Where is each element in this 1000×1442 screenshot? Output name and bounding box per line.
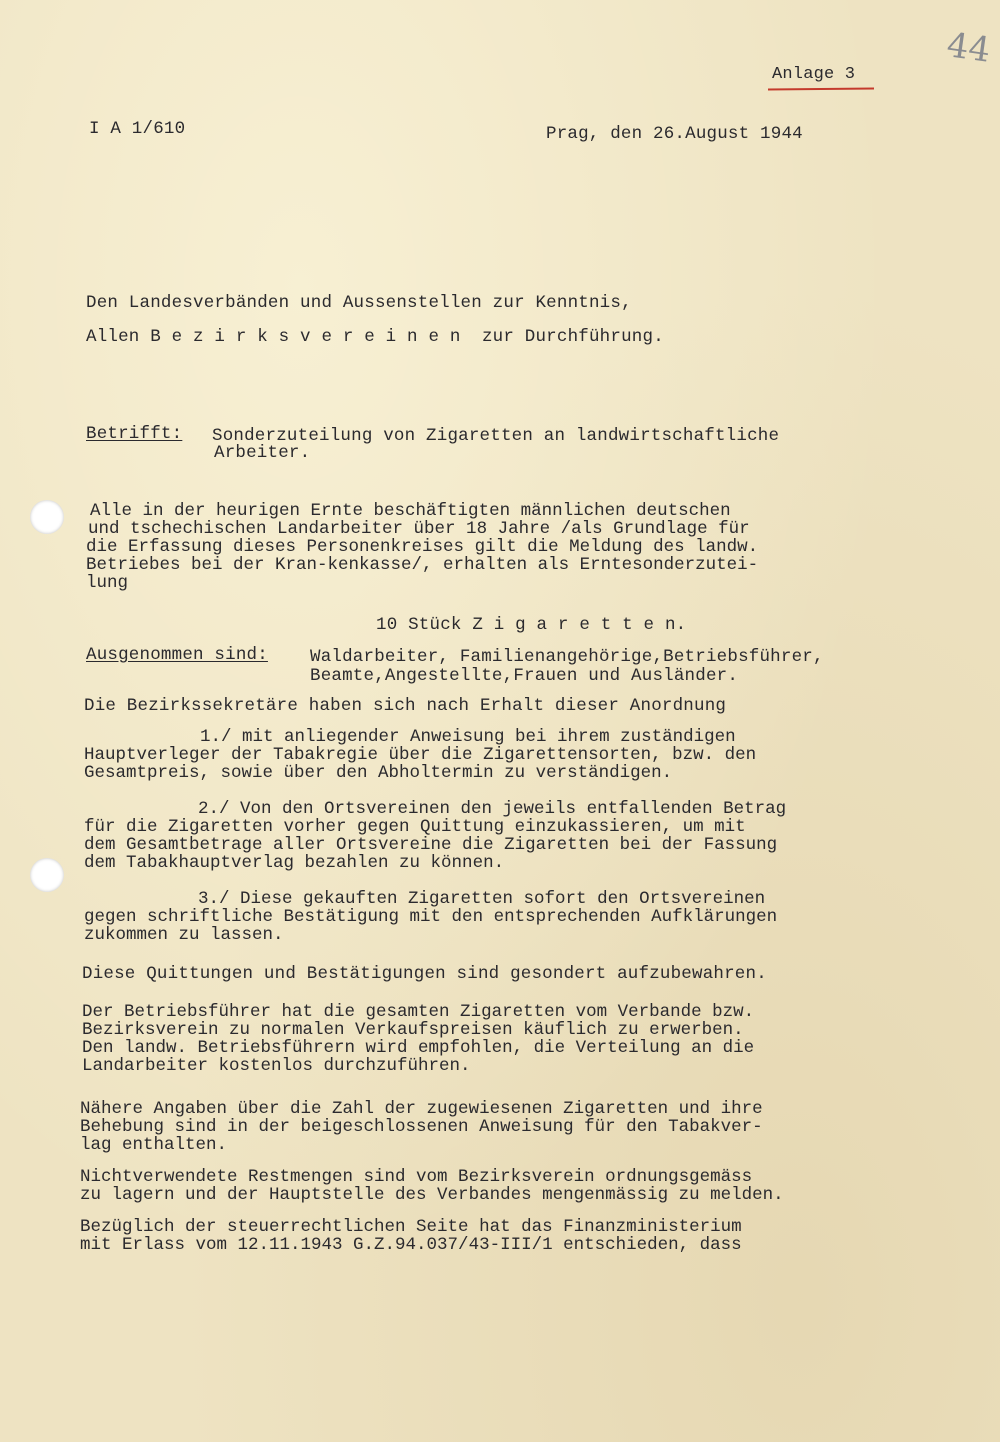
text-line: Betriebes bei der Kran-kenkasse/, erhalten als Erntesonderzutei- bbox=[86, 555, 759, 575]
list-item-1 bbox=[84, 728, 924, 782]
paragraph-purchase bbox=[82, 1003, 922, 1075]
text-line: die Erfassung dieses Personenkreises gilt die Meldung des landw. bbox=[86, 537, 759, 557]
text-line: lag enthalten. bbox=[80, 1135, 228, 1155]
text-line: 2./ Von den Ortsvereinen den jeweils entfallenden Betrag bbox=[198, 799, 787, 819]
paragraph-storage: Diese Quittungen und Bestätigungen sind gesondert aufzubewahren. bbox=[82, 964, 767, 984]
text-line: Alle in der heurigen Ernte beschäftigten männlichen deutschen bbox=[90, 501, 731, 521]
text-line: Behebung sind in der beigeschlossenen Anweisung für den Tabakver- bbox=[80, 1117, 763, 1137]
text-line: Nähere Angaben über die Zahl der zugewiesenen Zigaretten und ihre bbox=[80, 1099, 763, 1119]
text-line: Der Betriebsführer hat die gesamten Zigaretten vom Verbande bzw. bbox=[82, 1002, 755, 1022]
list-item-3 bbox=[84, 890, 924, 944]
subject-line-2: Arbeiter. bbox=[214, 443, 311, 463]
text-line: lung bbox=[86, 573, 129, 593]
punch-hole-top bbox=[30, 500, 64, 534]
list-item-2 bbox=[84, 800, 924, 872]
paragraph-tax bbox=[80, 1218, 920, 1254]
text-line: mit Erlass vom 12.11.1943 G.Z.94.037/43-III/1 entschieden, dass bbox=[80, 1235, 742, 1255]
text-line: für die Zigaretten vorher gegen Quittung einzukassieren, um mit bbox=[84, 817, 746, 837]
text-line: Hauptverleger der Tabakregie über die Zigarettensorten, bzw. den bbox=[84, 745, 757, 765]
text-line: Nichtverwendete Restmengen sind vom Bezirksverein ordnungsgemäss bbox=[80, 1167, 753, 1187]
allotment-line: 10 Stück Z i g a r e t t e n. bbox=[376, 615, 687, 635]
text-line: Gesamtpreis, sowie über den Abholtermin zu verständigen. bbox=[84, 763, 673, 783]
excepted-line-2: Beamte,Angestellte,Frauen und Ausländer. bbox=[310, 666, 739, 686]
text-line: Bezüglich der steuerrechtlichen Seite hat das Finanzministerium bbox=[80, 1217, 742, 1237]
text-line: 1./ mit anliegender Anweisung bei ihrem zuständigen bbox=[200, 727, 736, 747]
annex-label: Anlage 3 bbox=[772, 65, 856, 84]
paragraph-details bbox=[80, 1100, 920, 1154]
subject-label: Betrifft: bbox=[86, 424, 183, 444]
folio-number: 44 bbox=[944, 25, 993, 71]
text-line: dem Tabakhauptverlag bezahlen zu können. bbox=[84, 853, 505, 873]
place-date: Prag, den 26.August 1944 bbox=[546, 124, 803, 144]
excepted-label: Ausgenommen sind: bbox=[86, 645, 268, 665]
paragraph-remainder bbox=[80, 1168, 920, 1204]
recipient-line-1: Den Landesverbänden und Aussenstellen zur Kenntnis, bbox=[86, 293, 632, 313]
paragraph-eligibility bbox=[86, 502, 926, 592]
text-line: 3./ Diese gekauften Zigaretten sofort den Ortsvereinen bbox=[198, 889, 766, 909]
excepted-line-1: Waldarbeiter, Familienangehörige,Betriebsführer, bbox=[310, 647, 824, 667]
text-line: Bezirksverein zu normalen Verkaufspreisen käuflich zu erwerben. bbox=[82, 1020, 744, 1040]
text-line: zu lagern und der Hauptstelle des Verbandes mengenmässig zu melden. bbox=[80, 1185, 784, 1205]
reference-number: I A 1/610 bbox=[89, 119, 186, 139]
recipient-line-2: Allen B e z i r k s v e r e i n e n zur Durchführung. bbox=[86, 327, 664, 347]
duties-intro: Die Bezirkssekretäre haben sich nach Erhalt dieser Anordnung bbox=[84, 696, 727, 716]
text-line: dem Gesamtbetrage aller Ortsvereine die Zigaretten bei der Fassung bbox=[84, 835, 778, 855]
text-line: Den landw. Betriebsführern wird empfohlen, die Verteilung an die bbox=[82, 1038, 755, 1058]
punch-hole-bottom bbox=[30, 858, 64, 892]
text-line: und tschechischen Landarbeiter über 18 Jahre /als Grundlage für bbox=[88, 519, 750, 539]
text-line: Landarbeiter kostenlos durchzuführen. bbox=[82, 1056, 471, 1076]
subject-line-1: Sonderzuteilung von Zigaretten an landwirtschaftliche bbox=[212, 426, 780, 446]
text-line: gegen schriftliche Bestätigung mit den entsprechenden Aufklärungen bbox=[84, 907, 778, 927]
text-line: zukommen zu lassen. bbox=[84, 925, 284, 945]
